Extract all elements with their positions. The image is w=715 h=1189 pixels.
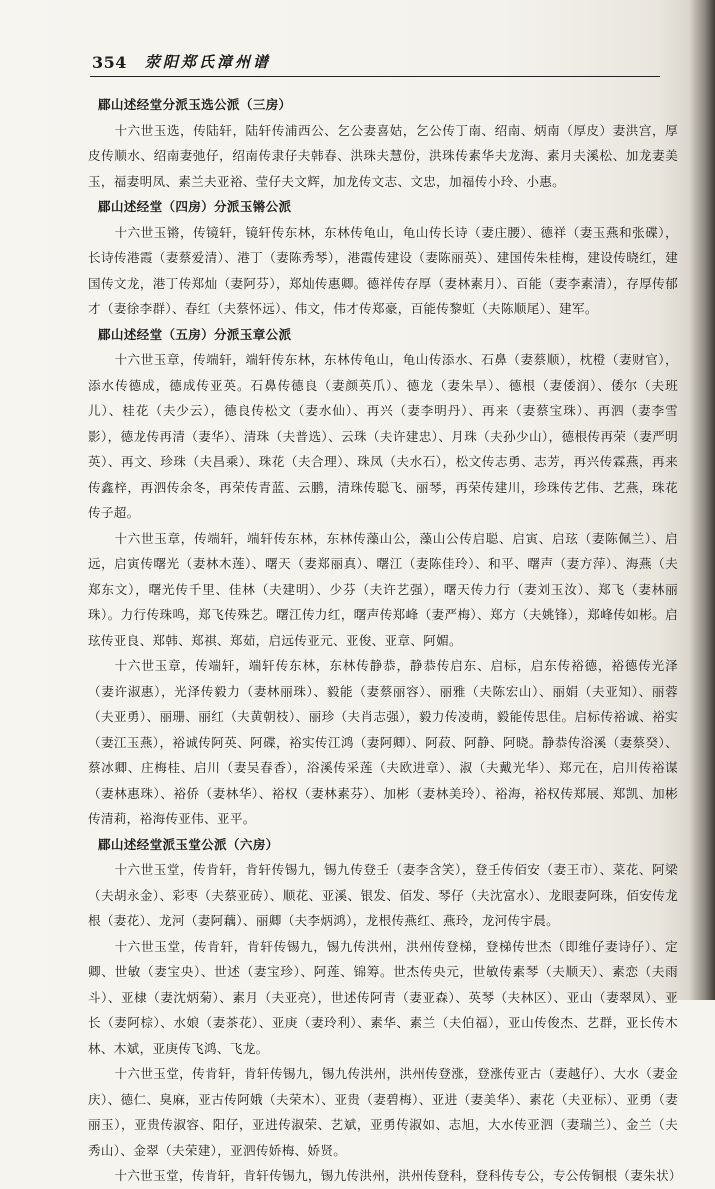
paragraph: 十六世玉堂，传肯轩，肯轩传锡九，锡九传登壬（妻李含笑），登壬传佰安（妻王市）、菜花、阿梁（夫胡永金）、彩枣（夫蔡亚砖）、顺花、亚溪、银发、佰发、琴仔（夫沈富水）、龙眼妻阿珠，佰安传龙根（妻花）、龙河（妻阿藕）、丽卿（夫李炳鸿），龙根传燕红、燕玲，龙河传宇晨。 xyxy=(88,862,678,928)
paragraph: 十六世玉堂，传肯轩，肯轩传锡九，锡九传洪州，洪州传登科，登科传专公，专公传铜根（妻朱状） xyxy=(114,1168,682,1183)
paragraph: 十六世玉章，传端轩，端轩传东林，东林传藻山公，藻山公传启聪、启寅、启玹（妻陈佩兰）、启远，启寅传曙光（妻林木莲）、曙天（妻郑丽真）、曙江（妻陈佳玲）、和平、曙声（妻方萍）、海燕（夫郑东文），曙光传千里、佳林（夫建明）、少芬（夫许艺强），曙天传力行（妻刘玉汝）、郑飞（妻林丽珠）。力行传珠鸣，郑飞传殊艺。曙江传力红，曙声传郑峰（妻严梅）、郑方（夫姚锋），郑峰传如彬。启玹传亚良、郑韩、郑祺、郑茹，启远传亚元、亚俊、亚章、阿媚。 xyxy=(88,530,678,648)
header-divider xyxy=(90,76,660,77)
paragraph: 十六世玉锵，传镜轩，镜轩传东林，东林传龟山，龟山传长诗（妻庄腰）、德祥（妻玉燕和张碟），长诗传港霞（妻蔡爱清）、港丁（妻陈秀琴），港霞传建设（妻陈丽英）、建国传朱桂梅，建设传晓红，建国传文龙，港丁传郑灿（妻阿芬），郑灿传惠卿。德祥传存厚（妻林素月）、百能（妻李素清），存厚传郁才（妻徐李群）、春红（夫蔡怀远）、伟文，伟才传郑豪，百能传黎虹（夫陈顺尾）、建军。 xyxy=(88,224,678,316)
paragraph: 十六世玉章，传端轩，端轩传东林，东林传龟山，龟山传添水、石鼻（妻蔡顺），枕橙（妻财官），添水传德成，德成传亚英。石鼻传德良（妻颜英爪）、德龙（妻朱旱）、德根（妻倭润）、倭尔（夫班儿）、桂花（夫少云），德良传松文（妻水仙）、再兴（妻李明丹）、再来（妻蔡宝珠）、再泗（妻李雪影），德龙传再清（妻华）、清珠（夫普选）、云珠（夫许建忠）、月珠（夫孙少山），德根传再荣（妻严明英）、再文、珍珠（夫昌乘）、珠花（夫合理）、珠凤（夫水石），松文传志勇、志芳，再兴传霖燕，再来传鑫梓，再泗传余冬，再荣传青蓝、云鹏，清珠传聪飞、丽琴，再荣传建川，珍珠传艺伟、艺燕，珠花传子超。 xyxy=(88,352,678,520)
section-title: 郿山述经堂派玉堂公派（六房） xyxy=(98,836,279,852)
paragraph: 十六世玉章，传端轩，端轩传东林，东林传静恭，静恭传启东、启标，启东传裕德，裕德传光泽（妻许淑惠），光泽传毅力（妻林丽珠）、毅能（妻蔡丽容）、丽雅（夫陈宏山）、丽娟（夫亚知）、丽蓉（夫亚勇）、丽珊、丽红（夫黄朝枝）、丽珍（夫肖志强），毅力传凌萌，毅能传思佳。启标传裕诚、裕实（妻江玉燕），裕诚传阿英、阿碟，裕实传江鸿（妻阿卿）、阿菽、阿静、阿晓。静恭传浴溪（妻蔡癸）、蔡冰卿、庄梅桂、启川（妻吴春香），浴溪传采莲（夫欧进章）、淑（夫戴光华）、郑元在，启川传裕谋（妻林惠珠）、裕侨（妻林华）、裕权（妻林素芬）、加彬（妻林美玲）、裕海，裕权传郑展、郑凯、加彬传清莉，裕海传亚伟、亚平。 xyxy=(88,658,678,826)
page-body xyxy=(88,92,682,1189)
section-title: 郿山述经堂分派玉选公派（三房） xyxy=(98,97,292,112)
paragraph: 十六世玉堂，传肯轩，肯轩传锡九，锡九传洪州，洪州传登涨，登涨传亚古（妻越仔）、大水（妻金庆）、德仁、臭麻，亚古传阿娥（夫荣木）、亚贵（妻碧梅）、亚进（妻美华）、素花（夫亚标）、亚勇（妻丽玉），亚贵传淑容、阳仔，亚进传淑荣、艺斌，亚勇传淑如、志旭，大水传亚泗（妻瑞兰）、金兰（夫秀山）、金翠（夫荣建），亚泗传娇梅、娇贤。 xyxy=(88,1066,678,1158)
book-title: 荥阳郑氏漳州谱 xyxy=(144,53,271,71)
page-number: 354 xyxy=(92,53,127,72)
section-title: 郿山述经堂（五房）分派玉章公派 xyxy=(98,326,292,342)
page-header xyxy=(92,42,652,72)
section-title: 郿山述经堂（四房）分派玉锵公派 xyxy=(98,199,292,214)
paragraph: 十六世玉选，传陆轩，陆轩传浦西公、乞公妻喜姑，乞公传丁南、绍南、炳南（厚皮）妻洪宫，厚皮传顺水、绍南妻弛仔，绍南传隶仔夫韩春、洪珠夫慧份，洪珠传素华夫龙海、素月夫溪松、加龙妻美玉，福妻明凤、素兰夫亚裕、莹仔夫文辉，加龙传文志、文忠，加福传小玲、小惠。 xyxy=(88,122,678,189)
paragraph: 十六世玉堂，传肯轩，肯轩传锡九，锡九传洪州，洪州传登梯，登梯传世杰（即维仔妻诗仔）、定卿、世敏（妻宝央）、世述（妻宝珍）、阿莲、锦筹。世杰传央元，世敏传素琴（夫顺天）、素恋（夫雨斗）、亚棣（妻沈炳菊）、素月（夫亚亮），世述传阿青（妻亚森）、英琴（夫林区）、亚山（妻翠凤）、亚长（妻阿棕）、水娘（妻茶花）、亚庚（妻玲利）、素华、素兰（夫伯福），亚山传俊杰、艺群，亚长传木林、木斌，亚庚传飞鸿、飞龙。 xyxy=(88,938,678,1056)
book-spine-shadow xyxy=(689,0,715,1000)
